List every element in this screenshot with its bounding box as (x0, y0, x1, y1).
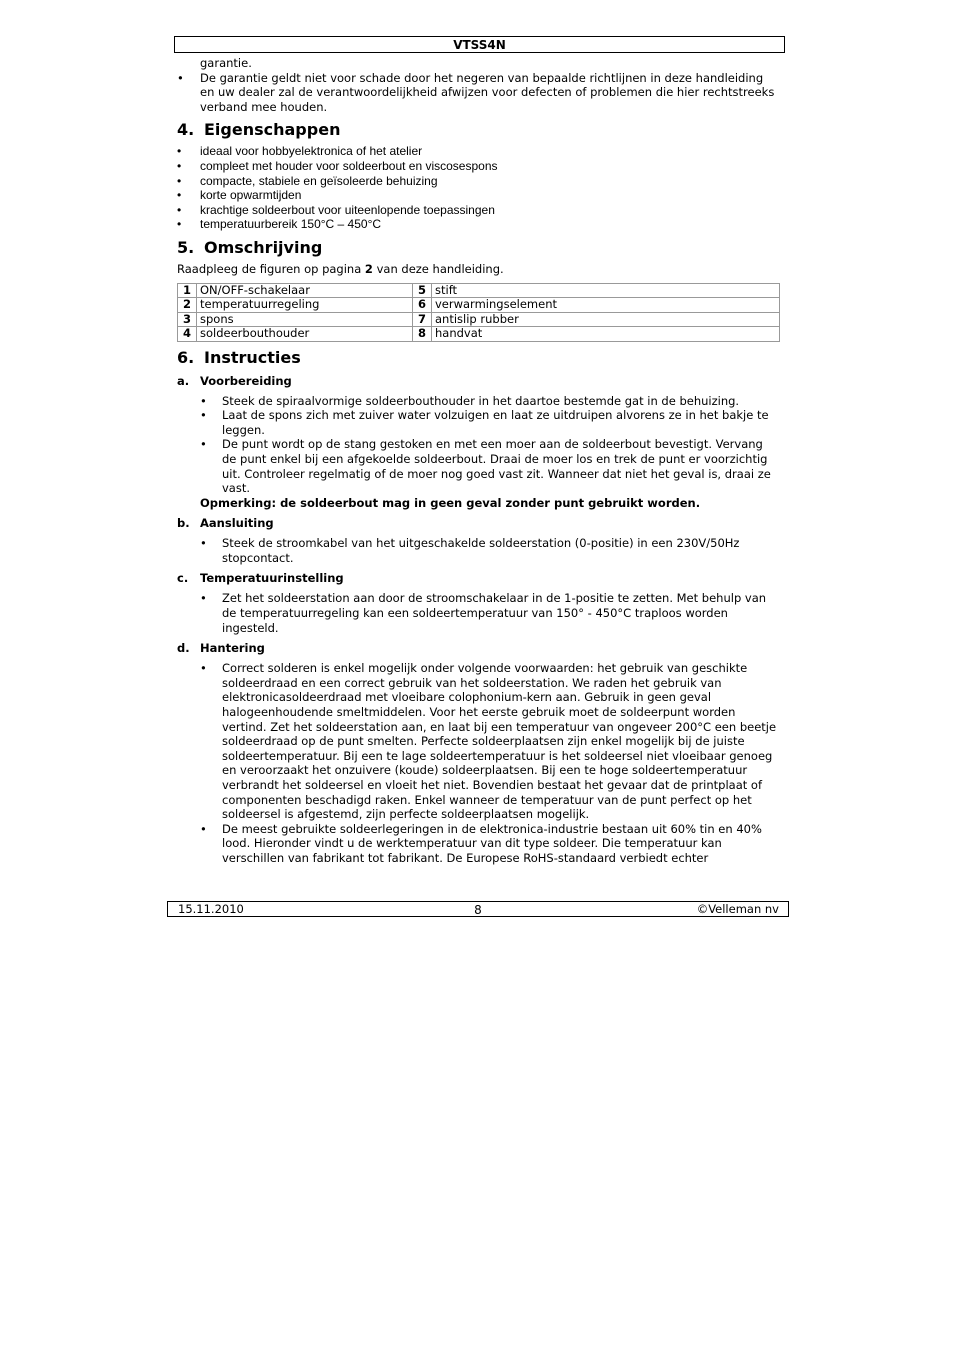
list-item: • krachtige soldeerbout voor uiteenlopende toepassingen (177, 203, 779, 218)
handling-list (177, 661, 779, 865)
list-item: • Steek de stroomkabel van het uitgeschakelde soldeerstation (0-positie) in een 230V/50Hz stopcontact. (200, 536, 779, 565)
subsection-a-heading (177, 374, 779, 388)
part-name: handvat (432, 327, 780, 342)
part-number: 2 (178, 298, 197, 313)
subsection-c-heading (177, 571, 779, 585)
page-number: 8 (474, 903, 482, 917)
list-item: • compleet met houder voor soldeerbout en viscosespons (177, 159, 779, 174)
subsection-title: Voorbereiding (200, 373, 292, 388)
page-content (177, 56, 779, 866)
subsection-letter: d. (177, 641, 190, 656)
intro-text: van deze handleiding. (372, 261, 504, 276)
subsection-letter: a. (177, 373, 190, 388)
footer-copyright: ©Velleman nv (696, 902, 779, 916)
list-item: • De punt wordt op de stang gestoken en met een moer aan de soldeerbout bevestigt. Vervang de punt enkel bij een afgekoelde soldeerbout. Draai de moer los en trek de punt er voorzichtig uit. Controleer regelmatig of de moer nog goed vast zit. Wanneer dat niet het geval is, draai ze vast. (200, 437, 779, 495)
part-number: 3 (178, 312, 197, 327)
part-number: 1 (178, 283, 197, 298)
connection-list (177, 536, 779, 565)
part-number: 7 (413, 312, 432, 327)
header-title: VTSS4N (174, 36, 785, 53)
section-4-heading (177, 120, 779, 140)
list-item: • compacte, stabiele en geïsoleerde behuizing (177, 174, 779, 189)
part-name: spons (197, 312, 413, 327)
list-item: • temperatuurbereik 150°C – 450°C (177, 217, 779, 232)
subsection-title: Temperatuurinstelling (200, 571, 344, 586)
features-list (177, 144, 779, 232)
subsection-b-heading (177, 516, 779, 530)
subsection-letter: b. (177, 516, 190, 531)
part-name: antislip rubber (432, 312, 780, 327)
subsection-title: Hantering (200, 641, 265, 656)
section-5-intro (177, 262, 779, 277)
list-item: • Zet het soldeerstation aan door de stroomschakelaar in de 1-positie te zetten. Met behulp van de temperatuurregeling kan een soldeertemperatuur van 150° - 450°C traploos worden ingesteld. (200, 591, 779, 635)
parts-table (177, 283, 780, 342)
warranty-list (177, 71, 779, 115)
list-item: • ideaal voor hobbyelektronica of het atelier (177, 144, 779, 159)
section-title: Omschrijving (204, 237, 323, 257)
page-footer (167, 901, 789, 917)
table-row (178, 327, 780, 342)
section-number: 6. (177, 347, 195, 367)
part-name: ON/OFF-schakelaar (197, 283, 413, 298)
part-number: 6 (413, 298, 432, 313)
part-name: temperatuurregeling (197, 298, 413, 313)
part-name: soldeerbouthouder (197, 327, 413, 342)
list-item: • Steek de spiraalvormige soldeerbouthouder in het daartoe bestemde gat in de behuizing. (200, 394, 779, 409)
list-item: • De garantie geldt niet voor schade door het negeren van bepaalde richtlijnen in deze handleiding en uw dealer zal de verantwoordelijkheid afwijzen voor defecten of problemen die hier rechtstreeks verband mee houden. (177, 71, 779, 115)
section-6-heading (177, 348, 779, 368)
preparation-list (177, 394, 779, 496)
intro-page-number: 2 (364, 261, 373, 276)
table-row (178, 312, 780, 327)
table-row (178, 298, 780, 313)
intro-text: Raadpleeg de figuren op pagina (177, 261, 365, 276)
list-item: • Laat de spons zich met zuiver water volzuigen en laat ze uitdruipen alvorens ze in het bakje te leggen. (200, 408, 779, 437)
list-item: • De meest gebruikte soldeerlegeringen in de elektronica-industrie bestaan uit 60% tin en 40% lood. Hieronder vindt u de werktemperatuur van dit type soldeer. Die temperatuur kan verschillen van fabrikant tot fabrikant. De Europese RoHS-standaard verbiedt echter (200, 822, 779, 866)
list-item: • Correct solderen is enkel mogelijk onder volgende voorwaarden: het gebruik van geschikte soldeerdraad en een correct gebruik van het soldeerstation. We raden het gebruik van elektronicasoldeerdraad met vloeibare colophonium-kern aan. Gebruik in geen geval halogeenhoudende smeltmiddelen. Voor het eerste gebruik moet de soldeerpunt worden vertind. Zet het soldeerstation aan, en laat bij een temperatuur van ongeveer 200°C een beetje soldeerdraad op de punt smelten. Perfecte soldeerplaatsen zijn enkel mogelijk bij de juiste soldeertemperatuur. Bij een te lage soldeertemperatuur is het soldeersel niet vloeibaar genoeg en veroorzaakt het onzuivere (koude) soldeerplaatsen. Bij een te hoge soldeertemperatuur verbrandt het soldeersel en vloeit het niet. Bovendien bestaat het gevaar dat de printplaat of componenten beschadigd raken. Enkel wanneer de temperatuur van de punt perfect op het soldeersel is afgestemd, zijn perfecte soldeerplaatsen mogelijk. (200, 661, 779, 822)
warranty-continuation: garantie. (200, 56, 252, 70)
subsection-title: Aansluiting (200, 516, 274, 531)
subsection-letter: c. (177, 571, 189, 586)
section-title: Instructies (204, 347, 301, 367)
section-number: 4. (177, 120, 195, 140)
subsection-d-heading (177, 641, 779, 655)
preparation-note: Opmerking: de soldeerbout mag in geen geval zonder punt gebruikt worden. (200, 495, 701, 510)
section-5-heading (177, 238, 779, 258)
part-number: 5 (413, 283, 432, 298)
part-number: 8 (413, 327, 432, 342)
section-number: 5. (177, 237, 195, 257)
list-item: • korte opwarmtijden (177, 188, 779, 203)
part-name: stift (432, 283, 780, 298)
part-number: 4 (178, 327, 197, 342)
section-title: Eigenschappen (204, 120, 341, 140)
footer-date: 15.11.2010 (178, 902, 244, 916)
part-name: verwarmingselement (432, 298, 780, 313)
temperature-list (177, 591, 779, 635)
table-row (178, 283, 780, 298)
